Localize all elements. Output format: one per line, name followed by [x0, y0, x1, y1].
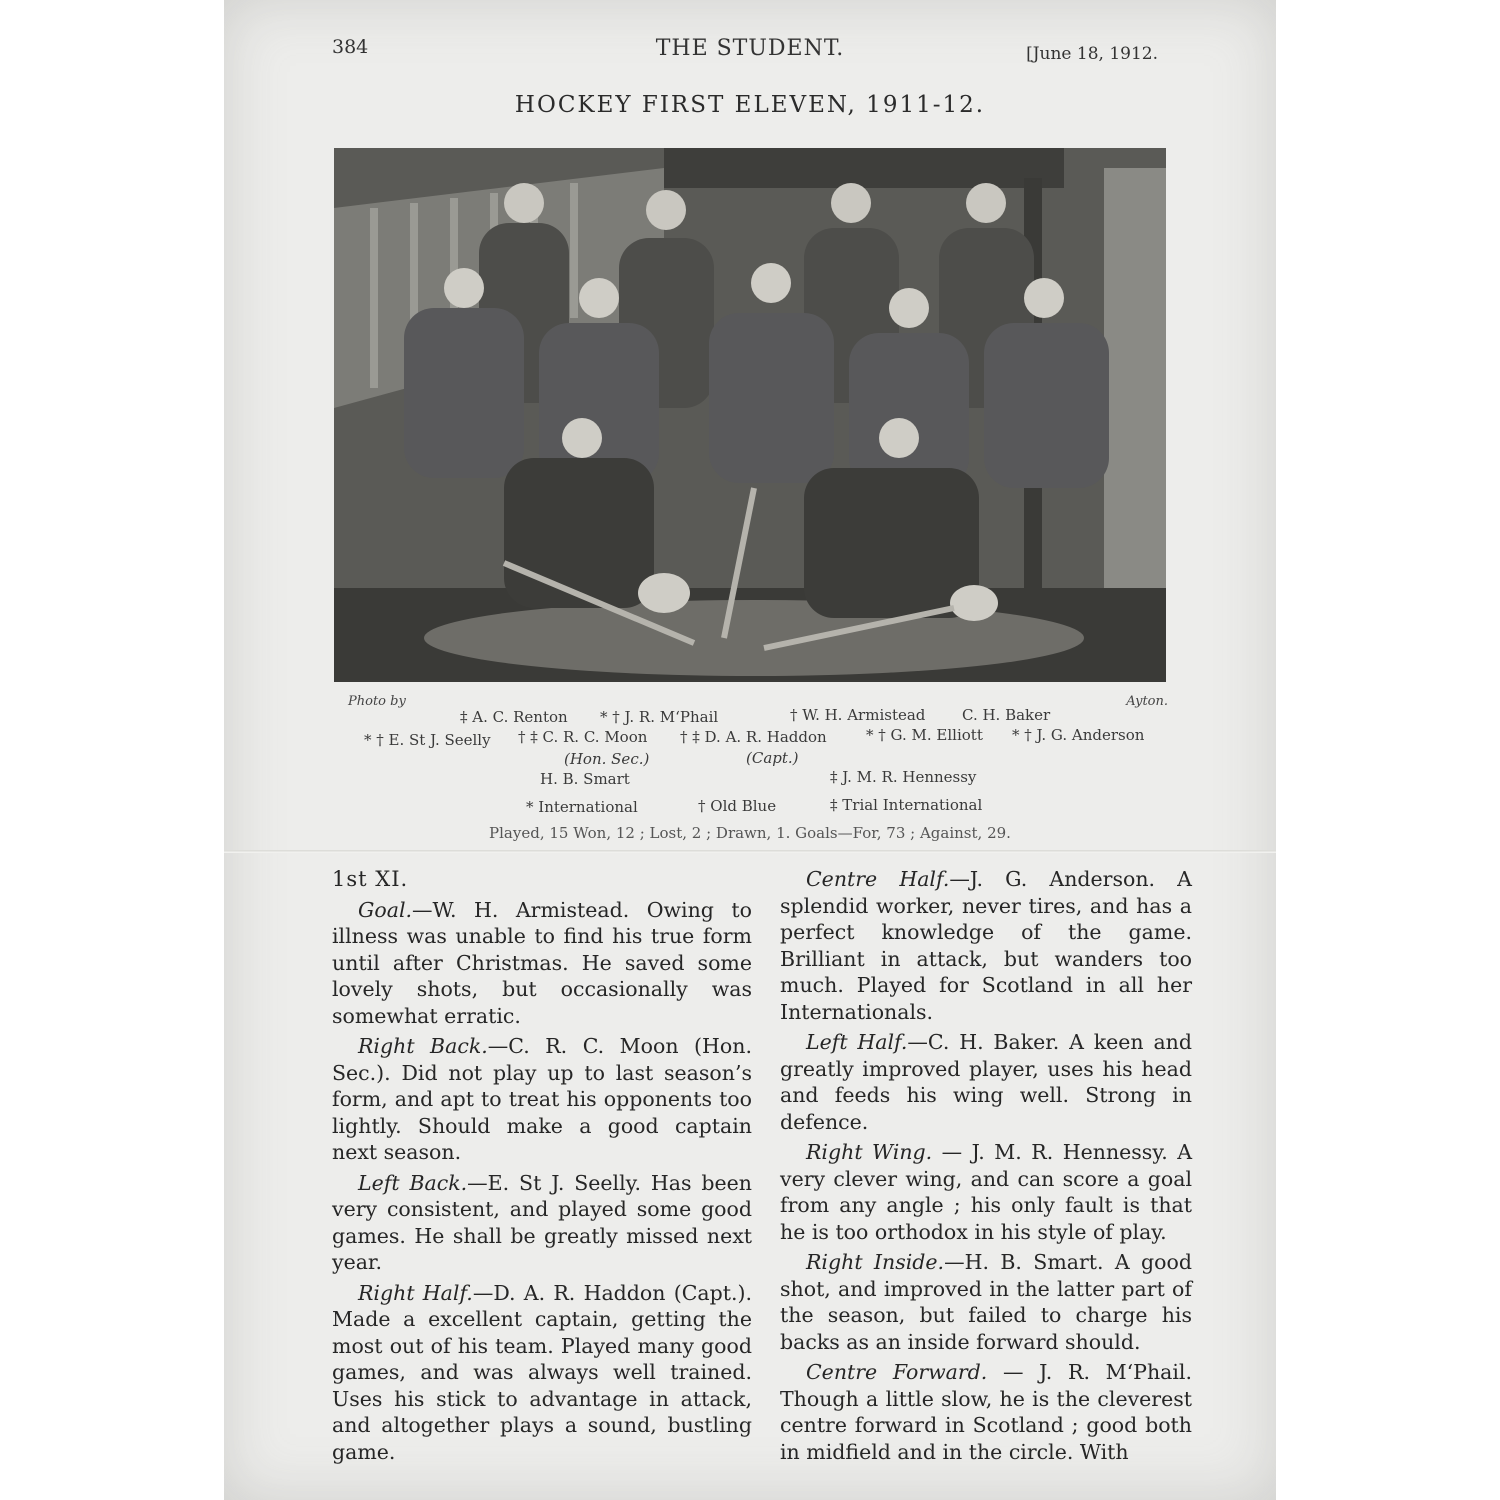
player-entry	[780, 1359, 1192, 1465]
article-section-title: 1st XI.	[332, 867, 409, 891]
caption-name: ‡ A. C. Renton	[460, 708, 568, 726]
caption-name: H. B. Smart	[540, 770, 630, 788]
player-entry	[780, 1139, 1192, 1245]
player-entry	[332, 1033, 752, 1166]
caption-note-text: (Hon. Sec.)	[564, 750, 650, 768]
caption-name: * † J. G. Anderson	[1012, 726, 1145, 744]
article-column-left	[332, 866, 752, 1469]
player-description: —J. G. Anderson. A splendid worker, never tires, and has a perfect knowledge of the game. Brilliant in attack, but wanders too much. Played for Scotland in all her Internationals.	[780, 867, 1192, 1024]
article-headline: HOCKEY FIRST ELEVEN, 1911-12.	[514, 92, 986, 118]
team-photo-illustration	[334, 148, 1166, 682]
player-position: Left Half.	[806, 1030, 908, 1054]
legend-item: ‡ Trial International	[830, 796, 983, 814]
player-position: Right Wing.	[806, 1140, 933, 1164]
player-entry	[780, 1029, 1192, 1135]
player-position: Right Inside.	[806, 1250, 945, 1274]
player-position: Goal.	[358, 897, 413, 922]
legend-item: † Old Blue	[698, 797, 777, 815]
photo-credit-label: Photo by	[348, 694, 406, 709]
page-fold	[224, 850, 1276, 853]
player-description: —W. H. Armistead. Owing to illness was unable to find his true form until after Christmas. He saved some lovely shots, but occasionally was somewhat erratic.	[332, 897, 752, 1028]
caption-name: † W. H. Armistead	[790, 706, 926, 724]
page-number: 384	[332, 36, 369, 58]
player-entry	[780, 1249, 1192, 1355]
player-description: —C. R. C. Moon (Hon. Sec.). Did not play up to last season’s form, and apt to treat his opponents too lightly. Should make a good captain next season.	[332, 1034, 752, 1164]
legend-item: * International	[526, 798, 638, 816]
caption-name: C. H. Baker	[962, 706, 1051, 724]
photographer-name: Ayton.	[1126, 694, 1168, 709]
caption-note-text: (Capt.)	[746, 749, 799, 767]
caption-name: * † J. R. M‘Phail	[600, 708, 719, 726]
player-position: Right Half.	[358, 1280, 473, 1305]
player-position: Right Back.	[358, 1034, 488, 1058]
issue-date: [June 18, 1912.	[1026, 44, 1158, 64]
player-description: — J. R. M‘Phail. Though a little slow, he is the cleverest centre forward in Scotland ; good both in midfield and in the circle. With	[780, 1360, 1192, 1464]
newspaper-page	[224, 0, 1276, 1500]
caption-name: ‡ J. M. R. Hennessy	[830, 768, 977, 786]
caption-name: † ‡ D. A. R. Haddon	[680, 728, 827, 746]
caption-name: * † G. M. Elliott	[866, 726, 983, 744]
player-description: —E. St J. Seelly. Has been very consistent, and played some good games. He shall be greatly missed next year.	[332, 1170, 752, 1274]
player-position: Left Back.	[358, 1170, 468, 1195]
caption-name: † ‡ C. R. C. Moon	[518, 728, 648, 746]
caption-name: * † E. St J. Seelly	[364, 731, 491, 749]
player-description: — J. M. R. Hennessy. A very clever wing, and can score a goal from any angle ; his only fault is that he is too orthodox in his style of play.	[780, 1140, 1193, 1244]
caption-note	[564, 750, 649, 768]
player-entry	[332, 1280, 752, 1466]
article-column-right	[780, 866, 1192, 1469]
season-record: Played, 15 Won, 12 ; Lost, 2 ; Drawn, 1. Goals—For, 73 ; Against, 29.	[489, 824, 1011, 842]
player-entry	[332, 897, 752, 1030]
team-photograph	[334, 148, 1166, 682]
player-description: —C. H. Baker. A keen and greatly improved player, uses his head and feeds his wing well. Strong in defence.	[780, 1030, 1192, 1134]
player-entry	[780, 866, 1192, 1025]
player-position: Centre Forward.	[806, 1360, 988, 1384]
publication-title: THE STUDENT.	[655, 36, 845, 61]
caption-note	[746, 749, 799, 767]
player-entry	[332, 1170, 752, 1276]
player-position: Centre Half.	[806, 867, 950, 891]
player-description: —H. B. Smart. A good shot, and improved in the latter part of the season, but failed to charge his backs as an inside forward should.	[780, 1250, 1192, 1354]
player-description: —D. A. R. Haddon (Capt.). Made a excellent captain, getting the most out of his team. Played many good games, and was always well trained. Uses his stick to advantage in attack, and altogether plays a sound, bustling game.	[332, 1280, 753, 1464]
